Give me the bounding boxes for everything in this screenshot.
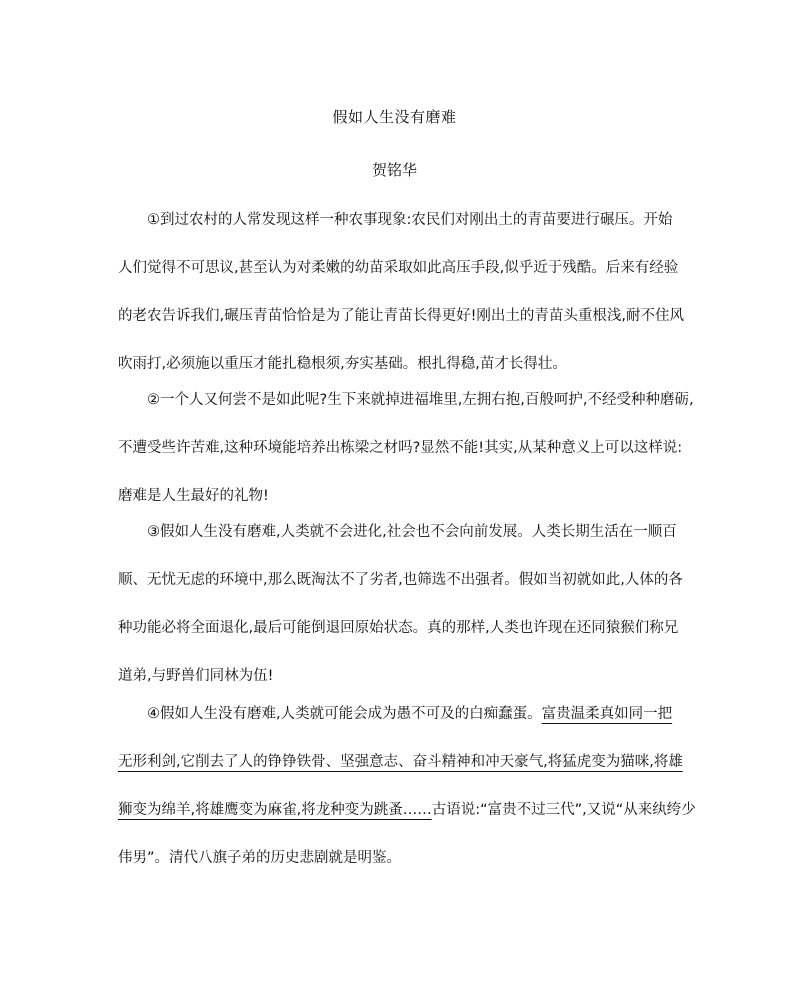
- plain-text: 伟男”。清代八旗子弟的历史悲剧就是明鉴。: [118, 850, 402, 866]
- paragraph-1: [118, 196, 685, 388]
- paragraph-line: ③假如人生没有磨难,人类就不会进化,社会也不会向前发展。人类长期生活在一顺百: [147, 524, 677, 540]
- paragraph-line: [118, 738, 683, 786]
- paragraph-line: 人们觉得不可思议,甚至认为对柔嫩的幼苗采取如此高压手段,似乎近于残酷。后来有经验: [118, 260, 679, 276]
- paragraph-4: [118, 690, 696, 882]
- paragraph-2: [118, 376, 694, 520]
- paragraph-line: 磨难是人生最好的礼物!: [118, 488, 269, 504]
- paragraph-line: [118, 834, 668, 882]
- paragraph-line: 顺、无忧无虑的环境中,那么既淘汰不了劣者,也筛选不出强者。假如当初就如此,人体的各: [118, 572, 683, 588]
- paragraph-line: 道弟,与野兽们同林为伍!: [118, 668, 274, 684]
- paragraph-line: ①到过农村的人常发现这样一种农事现象:农民们对刚出土的青苗要进行碾压。开始: [147, 212, 673, 228]
- underlined-text: 富贵温柔真如同一把: [541, 706, 673, 722]
- article-author: 贺铭华: [371, 161, 417, 179]
- paragraph-line: 的老农告诉我们,碾压青苗恰恰是为了能让青苗长得更好!刚出土的青苗头重根浅,耐不住风: [118, 308, 685, 324]
- underlined-text: 无形利剑,它削去了人的铮铮铁骨、坚强意志、奋斗精神和冲天豪气,将猛虎变为猫咪,将雄: [118, 754, 683, 770]
- article-title: 假如人生没有磨难: [332, 108, 457, 126]
- paragraph-line: [118, 786, 696, 834]
- paragraph-line: [118, 690, 673, 738]
- plain-text: 古语说:“富贵不过三代”,又说“从来纨绔少: [431, 802, 696, 818]
- paragraph-line: 种功能必将全面退化,最后可能倒退回原始状态。真的那样,人类也许现在还同猿猴们称兄: [118, 620, 679, 636]
- paragraph-3: [118, 508, 683, 700]
- paragraph-line: ②一个人又何尝不是如此呢?生下来就掉进福堆里,左拥右抱,百般呵护,不经受种种磨砺,: [147, 392, 694, 408]
- paragraph-line: 不遭受些许苦难,这种环境能培养出栋梁之材吗?显然不能!其实,从某种意义上可以这样说:: [118, 440, 683, 456]
- paragraph-line: 吹雨打,必须施以重压才能扎稳根须,夯实基础。根扎得稳,苗才长得壮。: [118, 356, 567, 372]
- plain-text: ④假如人生没有磨难,人类就可能会成为愚不可及的白痴蠢蛋。: [147, 706, 542, 722]
- underlined-text: 狮变为绵羊,将雄鹰变为麻雀,将龙种变为跳蚤……: [118, 802, 432, 818]
